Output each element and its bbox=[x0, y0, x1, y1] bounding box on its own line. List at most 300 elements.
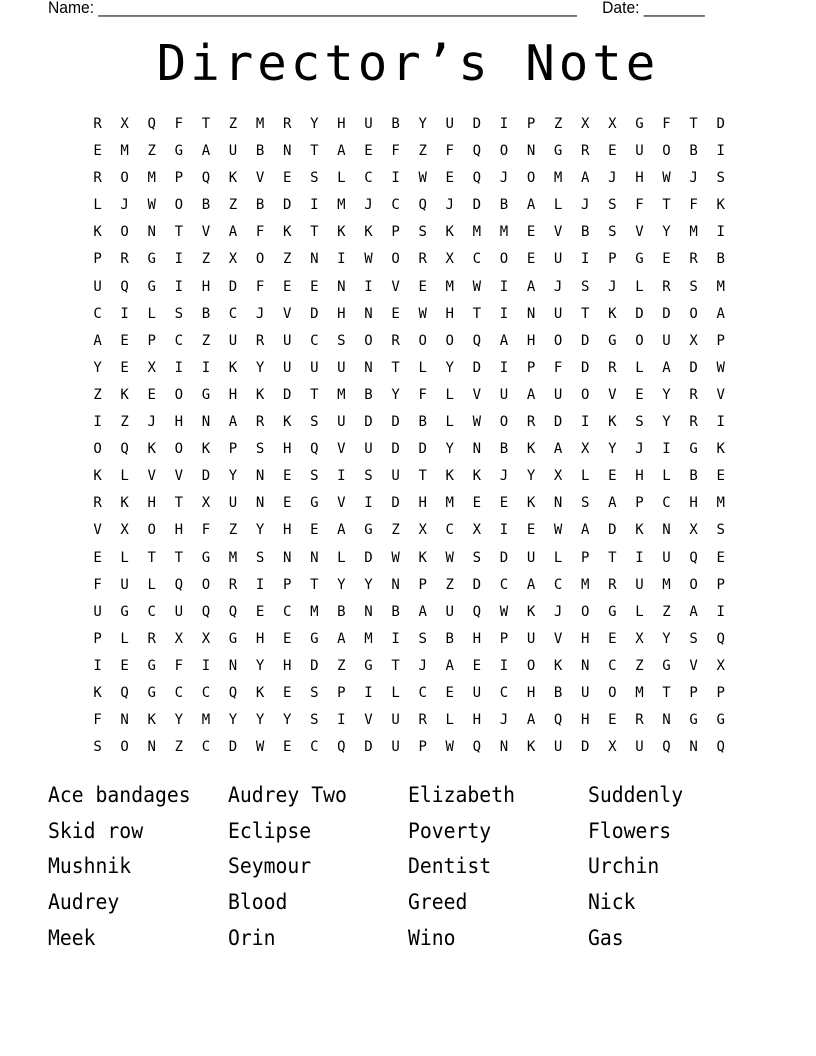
grid-cell[interactable]: S bbox=[310, 170, 319, 187]
grid-cell[interactable]: G bbox=[608, 332, 617, 349]
grid-cell[interactable]: Y bbox=[228, 468, 238, 485]
grid-cell[interactable]: L bbox=[120, 549, 129, 566]
grid-cell[interactable]: I bbox=[635, 549, 644, 566]
grid-cell[interactable]: M bbox=[716, 495, 725, 512]
grid-cell[interactable]: N bbox=[662, 522, 671, 539]
grid-cell[interactable]: E bbox=[120, 332, 129, 349]
grid-cell[interactable]: Z bbox=[445, 576, 454, 593]
grid-cell[interactable]: Q bbox=[716, 630, 725, 647]
grid-cell[interactable]: G bbox=[364, 657, 373, 674]
grid-cell[interactable]: U bbox=[635, 739, 644, 756]
grid-cell[interactable]: D bbox=[689, 359, 698, 376]
grid-cell[interactable]: B bbox=[581, 224, 590, 241]
grid-cell[interactable]: I bbox=[716, 414, 725, 431]
grid-cell[interactable]: Y bbox=[337, 576, 346, 593]
grid-cell[interactable]: L bbox=[93, 197, 102, 214]
grid-cell[interactable]: J bbox=[418, 657, 427, 674]
grid-cell[interactable]: A bbox=[337, 630, 346, 647]
grid-cell[interactable]: C bbox=[93, 305, 102, 322]
grid-cell[interactable]: I bbox=[93, 414, 102, 431]
grid-cell[interactable]: U bbox=[364, 441, 373, 458]
grid-cell[interactable]: Q bbox=[201, 603, 211, 620]
grid-cell[interactable]: L bbox=[120, 468, 129, 485]
grid-cell[interactable]: I bbox=[499, 278, 509, 295]
grid-cell[interactable]: O bbox=[418, 332, 427, 349]
grid-cell[interactable]: I bbox=[174, 359, 184, 376]
grid-cell[interactable]: J bbox=[445, 197, 454, 214]
grid-cell[interactable]: B bbox=[364, 386, 373, 403]
grid-cell[interactable]: E bbox=[662, 251, 671, 268]
grid-cell[interactable]: N bbox=[255, 495, 265, 512]
grid-cell[interactable]: Z bbox=[662, 603, 671, 620]
grid-cell[interactable]: K bbox=[526, 441, 536, 458]
grid-cell[interactable]: I bbox=[716, 143, 725, 160]
grid-cell[interactable]: D bbox=[472, 116, 482, 132]
grid-cell[interactable]: F bbox=[255, 278, 265, 295]
grid-cell[interactable]: M bbox=[689, 224, 698, 241]
grid-cell[interactable]: E bbox=[282, 739, 292, 756]
grid-cell[interactable]: T bbox=[689, 116, 698, 132]
grid-cell[interactable]: D bbox=[472, 197, 482, 214]
grid-cell[interactable]: D bbox=[581, 359, 590, 376]
grid-cell[interactable]: R bbox=[255, 414, 265, 431]
grid-cell[interactable]: N bbox=[364, 603, 373, 620]
grid-cell[interactable]: G bbox=[147, 278, 156, 295]
grid-cell[interactable]: A bbox=[337, 143, 346, 160]
grid-cell[interactable]: G bbox=[689, 441, 698, 458]
grid-cell[interactable]: E bbox=[499, 495, 509, 512]
grid-cell[interactable]: I bbox=[364, 684, 373, 701]
grid-cell[interactable]: V bbox=[364, 712, 373, 729]
grid-cell[interactable]: O bbox=[120, 170, 129, 187]
grid-cell[interactable]: R bbox=[147, 630, 156, 647]
grid-cell[interactable]: S bbox=[581, 495, 590, 512]
grid-cell[interactable]: U bbox=[391, 712, 400, 729]
grid-cell[interactable]: S bbox=[337, 332, 346, 349]
grid-cell[interactable]: A bbox=[526, 197, 536, 214]
grid-cell[interactable]: Q bbox=[689, 549, 698, 566]
grid-cell[interactable]: U bbox=[228, 143, 238, 160]
grid-cell[interactable]: S bbox=[689, 630, 698, 647]
grid-cell[interactable]: F bbox=[418, 386, 427, 403]
grid-cell[interactable]: M bbox=[445, 278, 454, 295]
grid-cell[interactable]: P bbox=[418, 739, 427, 756]
grid-cell[interactable]: R bbox=[689, 414, 698, 431]
grid-cell[interactable]: Z bbox=[93, 386, 102, 403]
grid-cell[interactable]: A bbox=[201, 143, 211, 160]
grid-cell[interactable]: C bbox=[174, 332, 184, 349]
grid-cell[interactable]: N bbox=[526, 143, 536, 160]
grid-cell[interactable]: K bbox=[608, 305, 617, 322]
grid-cell[interactable]: V bbox=[255, 170, 265, 187]
grid-cell[interactable]: A bbox=[581, 522, 590, 539]
grid-cell[interactable]: O bbox=[499, 414, 509, 431]
grid-cell[interactable]: N bbox=[228, 657, 238, 674]
grid-cell[interactable]: H bbox=[174, 414, 184, 431]
grid-cell[interactable]: U bbox=[174, 603, 184, 620]
grid-cell[interactable]: Y bbox=[391, 386, 400, 403]
grid-cell[interactable]: N bbox=[364, 305, 373, 322]
grid-cell[interactable]: P bbox=[282, 576, 292, 593]
grid-cell[interactable]: X bbox=[418, 522, 427, 539]
grid-cell[interactable]: K bbox=[120, 495, 129, 512]
grid-cell[interactable]: M bbox=[472, 224, 482, 241]
grid-cell[interactable]: D bbox=[310, 657, 319, 674]
grid-cell[interactable]: U bbox=[499, 386, 509, 403]
grid-cell[interactable]: V bbox=[716, 386, 725, 403]
grid-cell[interactable]: M bbox=[310, 603, 319, 620]
grid-cell[interactable]: E bbox=[282, 278, 292, 295]
grid-cell[interactable]: A bbox=[689, 603, 698, 620]
grid-cell[interactable]: Z bbox=[228, 116, 238, 132]
grid-cell[interactable]: Z bbox=[391, 522, 400, 539]
grid-cell[interactable]: D bbox=[364, 739, 373, 756]
grid-cell[interactable]: U bbox=[662, 332, 671, 349]
grid-cell[interactable]: O bbox=[689, 305, 698, 322]
grid-cell[interactable]: L bbox=[418, 359, 427, 376]
grid-cell[interactable]: H bbox=[282, 522, 292, 539]
grid-cell[interactable]: R bbox=[581, 143, 590, 160]
grid-cell[interactable]: O bbox=[201, 576, 211, 593]
grid-cell[interactable]: H bbox=[635, 170, 644, 187]
grid-cell[interactable]: M bbox=[364, 630, 373, 647]
grid-cell[interactable]: U bbox=[282, 359, 292, 376]
grid-cell[interactable]: U bbox=[472, 684, 482, 701]
grid-cell[interactable]: U bbox=[553, 386, 563, 403]
grid-cell[interactable]: E bbox=[472, 657, 482, 674]
grid-cell[interactable]: T bbox=[310, 576, 319, 593]
grid-cell[interactable]: J bbox=[581, 197, 590, 214]
grid-cell[interactable]: Q bbox=[472, 739, 482, 756]
grid-cell[interactable]: O bbox=[689, 576, 698, 593]
grid-cell[interactable]: V bbox=[93, 522, 102, 539]
grid-cell[interactable]: D bbox=[581, 739, 590, 756]
grid-cell[interactable]: X bbox=[581, 441, 590, 458]
grid-cell[interactable]: S bbox=[310, 684, 319, 701]
grid-cell[interactable]: K bbox=[608, 414, 617, 431]
grid-cell[interactable]: U bbox=[93, 278, 102, 295]
grid-cell[interactable]: U bbox=[228, 332, 238, 349]
grid-cell[interactable]: D bbox=[364, 414, 373, 431]
grid-cell[interactable]: A bbox=[228, 224, 238, 241]
grid-cell[interactable]: Q bbox=[120, 278, 129, 295]
grid-cell[interactable]: P bbox=[418, 576, 427, 593]
grid-cell[interactable]: K bbox=[445, 468, 454, 485]
grid-cell[interactable]: A bbox=[499, 332, 509, 349]
grid-cell[interactable]: Y bbox=[526, 468, 536, 485]
grid-cell[interactable]: D bbox=[716, 116, 725, 132]
grid-cell[interactable]: K bbox=[228, 359, 238, 376]
grid-cell[interactable]: I bbox=[174, 278, 184, 295]
grid-cell[interactable]: O bbox=[581, 603, 590, 620]
grid-cell[interactable]: R bbox=[391, 332, 400, 349]
grid-cell[interactable]: S bbox=[418, 224, 427, 241]
grid-cell[interactable]: G bbox=[201, 549, 211, 566]
grid-cell[interactable]: X bbox=[635, 630, 644, 647]
grid-cell[interactable]: R bbox=[608, 359, 617, 376]
grid-cell[interactable]: I bbox=[716, 224, 725, 241]
grid-cell[interactable]: S bbox=[581, 278, 590, 295]
grid-cell[interactable]: N bbox=[120, 712, 129, 729]
grid-cell[interactable]: I bbox=[93, 657, 102, 674]
grid-cell[interactable]: K bbox=[147, 441, 156, 458]
grid-cell[interactable]: O bbox=[255, 251, 265, 268]
grid-cell[interactable]: H bbox=[201, 278, 211, 295]
grid-cell[interactable]: V bbox=[174, 468, 184, 485]
grid-cell[interactable]: A bbox=[526, 712, 536, 729]
grid-cell[interactable]: F bbox=[255, 224, 265, 241]
grid-cell[interactable]: O bbox=[391, 251, 400, 268]
grid-cell[interactable]: J bbox=[499, 468, 509, 485]
grid-cell[interactable]: I bbox=[499, 657, 509, 674]
grid-cell[interactable]: Y bbox=[255, 359, 265, 376]
grid-cell[interactable]: D bbox=[391, 441, 400, 458]
grid-cell[interactable]: K bbox=[337, 224, 346, 241]
grid-cell[interactable]: Y bbox=[445, 359, 454, 376]
grid-cell[interactable]: Q bbox=[147, 116, 156, 132]
grid-cell[interactable]: F bbox=[662, 116, 671, 132]
grid-cell[interactable]: V bbox=[553, 224, 563, 241]
grid-cell[interactable]: O bbox=[662, 143, 671, 160]
grid-cell[interactable]: M bbox=[201, 712, 211, 729]
grid-cell[interactable]: G bbox=[553, 143, 563, 160]
grid-cell[interactable]: N bbox=[581, 657, 590, 674]
grid-cell[interactable]: U bbox=[282, 332, 292, 349]
grid-cell[interactable]: E bbox=[282, 495, 292, 512]
grid-cell[interactable]: G bbox=[174, 143, 184, 160]
grid-cell[interactable]: I bbox=[337, 251, 346, 268]
grid-cell[interactable]: I bbox=[581, 251, 590, 268]
grid-cell[interactable]: Q bbox=[174, 576, 184, 593]
grid-cell[interactable]: W bbox=[553, 522, 563, 539]
grid-cell[interactable]: U bbox=[228, 495, 238, 512]
grid-cell[interactable]: D bbox=[282, 197, 292, 214]
grid-cell[interactable]: I bbox=[337, 468, 346, 485]
grid-cell[interactable]: B bbox=[337, 603, 346, 620]
grid-cell[interactable]: G bbox=[310, 495, 319, 512]
grid-cell[interactable]: M bbox=[581, 576, 590, 593]
grid-cell[interactable]: T bbox=[418, 468, 427, 485]
grid-cell[interactable]: K bbox=[716, 197, 725, 214]
grid-cell[interactable]: L bbox=[147, 576, 156, 593]
grid-cell[interactable]: E bbox=[364, 143, 373, 160]
grid-cell[interactable]: T bbox=[391, 359, 400, 376]
grid-cell[interactable]: Q bbox=[418, 197, 427, 214]
grid-cell[interactable]: U bbox=[391, 739, 400, 756]
grid-cell[interactable]: T bbox=[147, 549, 156, 566]
grid-cell[interactable]: B bbox=[499, 197, 509, 214]
grid-cell[interactable]: P bbox=[581, 549, 590, 566]
grid-cell[interactable]: P bbox=[635, 495, 644, 512]
grid-cell[interactable]: S bbox=[472, 549, 482, 566]
grid-cell[interactable]: M bbox=[337, 197, 346, 214]
grid-cell[interactable]: N bbox=[526, 305, 536, 322]
grid-cell[interactable]: Z bbox=[120, 414, 129, 431]
grid-cell[interactable]: V bbox=[282, 305, 292, 322]
grid-cell[interactable]: L bbox=[635, 359, 644, 376]
grid-cell[interactable]: E bbox=[147, 386, 156, 403]
grid-cell[interactable]: O bbox=[445, 332, 454, 349]
grid-cell[interactable]: C bbox=[174, 684, 184, 701]
grid-cell[interactable]: K bbox=[445, 224, 454, 241]
grid-cell[interactable]: N bbox=[472, 441, 482, 458]
grid-cell[interactable]: V bbox=[553, 630, 563, 647]
grid-cell[interactable]: K bbox=[228, 170, 238, 187]
grid-cell[interactable]: Q bbox=[472, 332, 482, 349]
grid-cell[interactable]: U bbox=[553, 305, 563, 322]
grid-cell[interactable]: T bbox=[201, 116, 211, 132]
grid-cell[interactable]: C bbox=[553, 576, 563, 593]
grid-cell[interactable]: J bbox=[499, 712, 509, 729]
grid-cell[interactable]: P bbox=[93, 630, 102, 647]
grid-cell[interactable]: N bbox=[689, 739, 698, 756]
grid-cell[interactable]: U bbox=[337, 414, 346, 431]
grid-cell[interactable]: N bbox=[310, 549, 319, 566]
grid-cell[interactable]: Y bbox=[445, 441, 454, 458]
grid-cell[interactable]: U bbox=[526, 630, 536, 647]
grid-cell[interactable]: H bbox=[337, 305, 346, 322]
grid-cell[interactable]: G bbox=[635, 251, 644, 268]
grid-cell[interactable]: I bbox=[581, 414, 590, 431]
grid-cell[interactable]: A bbox=[526, 278, 536, 295]
grid-cell[interactable]: J bbox=[635, 441, 644, 458]
grid-cell[interactable]: Y bbox=[228, 712, 238, 729]
grid-cell[interactable]: X bbox=[581, 116, 590, 132]
grid-cell[interactable]: J bbox=[608, 278, 617, 295]
grid-cell[interactable]: L bbox=[635, 278, 644, 295]
grid-cell[interactable]: S bbox=[255, 549, 265, 566]
grid-cell[interactable]: X bbox=[472, 522, 482, 539]
grid-cell[interactable]: S bbox=[608, 224, 617, 241]
grid-cell[interactable]: D bbox=[581, 332, 590, 349]
grid-cell[interactable]: C bbox=[310, 739, 319, 756]
grid-cell[interactable]: E bbox=[120, 657, 129, 674]
grid-cell[interactable]: V bbox=[472, 386, 482, 403]
grid-cell[interactable]: P bbox=[174, 170, 184, 187]
grid-cell[interactable]: K bbox=[255, 684, 265, 701]
grid-cell[interactable]: V bbox=[337, 495, 346, 512]
grid-cell[interactable]: T bbox=[174, 224, 184, 241]
grid-cell[interactable]: F bbox=[689, 197, 698, 214]
grid-cell[interactable]: E bbox=[716, 549, 725, 566]
grid-cell[interactable]: W bbox=[472, 414, 482, 431]
grid-cell[interactable]: E bbox=[526, 251, 536, 268]
grid-cell[interactable]: N bbox=[662, 712, 671, 729]
grid-cell[interactable]: W bbox=[255, 739, 265, 756]
grid-cell[interactable]: O bbox=[174, 441, 184, 458]
grid-cell[interactable]: Z bbox=[337, 657, 346, 674]
grid-cell[interactable]: L bbox=[445, 386, 454, 403]
grid-cell[interactable]: Q bbox=[120, 441, 129, 458]
grid-cell[interactable]: Z bbox=[282, 251, 292, 268]
grid-cell[interactable]: C bbox=[418, 684, 427, 701]
grid-cell[interactable]: Q bbox=[716, 739, 725, 756]
grid-cell[interactable]: L bbox=[662, 468, 671, 485]
grid-cell[interactable]: U bbox=[526, 549, 536, 566]
grid-cell[interactable]: O bbox=[174, 386, 184, 403]
grid-cell[interactable]: A bbox=[716, 305, 725, 322]
grid-cell[interactable]: U bbox=[553, 251, 563, 268]
grid-cell[interactable]: I bbox=[201, 359, 211, 376]
grid-cell[interactable]: I bbox=[391, 630, 400, 647]
grid-cell[interactable]: T bbox=[310, 386, 319, 403]
grid-cell[interactable]: C bbox=[364, 170, 373, 187]
grid-cell[interactable]: E bbox=[635, 386, 644, 403]
grid-cell[interactable]: K bbox=[201, 441, 211, 458]
grid-cell[interactable]: T bbox=[310, 143, 319, 160]
grid-cell[interactable]: G bbox=[689, 712, 698, 729]
grid-cell[interactable]: B bbox=[689, 143, 698, 160]
grid-cell[interactable]: E bbox=[282, 684, 292, 701]
grid-cell[interactable]: N bbox=[499, 739, 509, 756]
grid-cell[interactable]: E bbox=[391, 305, 400, 322]
grid-cell[interactable]: U bbox=[310, 359, 319, 376]
grid-cell[interactable]: H bbox=[228, 386, 238, 403]
grid-cell[interactable]: Z bbox=[418, 143, 427, 160]
grid-cell[interactable]: O bbox=[553, 332, 563, 349]
grid-cell[interactable]: D bbox=[310, 305, 319, 322]
grid-cell[interactable]: S bbox=[716, 522, 725, 539]
grid-cell[interactable]: O bbox=[499, 143, 509, 160]
grid-cell[interactable]: W bbox=[662, 170, 671, 187]
grid-cell[interactable]: A bbox=[418, 603, 427, 620]
grid-cell[interactable]: U bbox=[445, 603, 454, 620]
grid-cell[interactable]: X bbox=[147, 359, 156, 376]
grid-cell[interactable]: P bbox=[147, 332, 156, 349]
grid-cell[interactable]: X bbox=[120, 116, 129, 132]
grid-cell[interactable]: O bbox=[581, 386, 590, 403]
grid-cell[interactable]: R bbox=[93, 170, 102, 187]
grid-cell[interactable]: H bbox=[174, 522, 184, 539]
grid-cell[interactable]: R bbox=[689, 251, 698, 268]
grid-cell[interactable]: B bbox=[255, 143, 265, 160]
grid-cell[interactable]: V bbox=[635, 224, 644, 241]
grid-cell[interactable]: M bbox=[255, 116, 265, 132]
grid-cell[interactable]: A bbox=[581, 170, 590, 187]
grid-cell[interactable]: F bbox=[635, 197, 644, 214]
grid-cell[interactable]: K bbox=[418, 549, 427, 566]
grid-cell[interactable]: U bbox=[635, 143, 644, 160]
grid-cell[interactable]: J bbox=[255, 305, 265, 322]
grid-cell[interactable]: G bbox=[364, 522, 373, 539]
grid-cell[interactable]: Q bbox=[310, 441, 319, 458]
grid-cell[interactable]: Y bbox=[93, 359, 102, 376]
grid-cell[interactable]: N bbox=[553, 495, 563, 512]
grid-cell[interactable]: Z bbox=[228, 522, 238, 539]
grid-cell[interactable]: K bbox=[120, 386, 129, 403]
grid-cell[interactable]: R bbox=[526, 414, 536, 431]
grid-cell[interactable]: X bbox=[445, 251, 454, 268]
grid-cell[interactable]: A bbox=[93, 332, 102, 349]
grid-cell[interactable]: Q bbox=[553, 712, 563, 729]
grid-cell[interactable]: W bbox=[716, 359, 725, 376]
grid-cell[interactable]: E bbox=[445, 684, 454, 701]
grid-cell[interactable]: Y bbox=[255, 522, 265, 539]
grid-cell[interactable]: B bbox=[445, 630, 454, 647]
grid-cell[interactable]: W bbox=[418, 170, 427, 187]
grid-cell[interactable]: I bbox=[337, 712, 346, 729]
grid-cell[interactable]: G bbox=[310, 630, 319, 647]
grid-cell[interactable]: Q bbox=[472, 143, 482, 160]
grid-cell[interactable]: T bbox=[174, 549, 184, 566]
grid-cell[interactable]: J bbox=[553, 603, 563, 620]
grid-cell[interactable]: Q bbox=[337, 739, 346, 756]
grid-cell[interactable]: K bbox=[553, 657, 563, 674]
grid-cell[interactable]: G bbox=[147, 657, 156, 674]
grid-cell[interactable]: M bbox=[120, 143, 129, 160]
grid-cell[interactable]: L bbox=[553, 549, 563, 566]
grid-cell[interactable]: X bbox=[120, 522, 129, 539]
